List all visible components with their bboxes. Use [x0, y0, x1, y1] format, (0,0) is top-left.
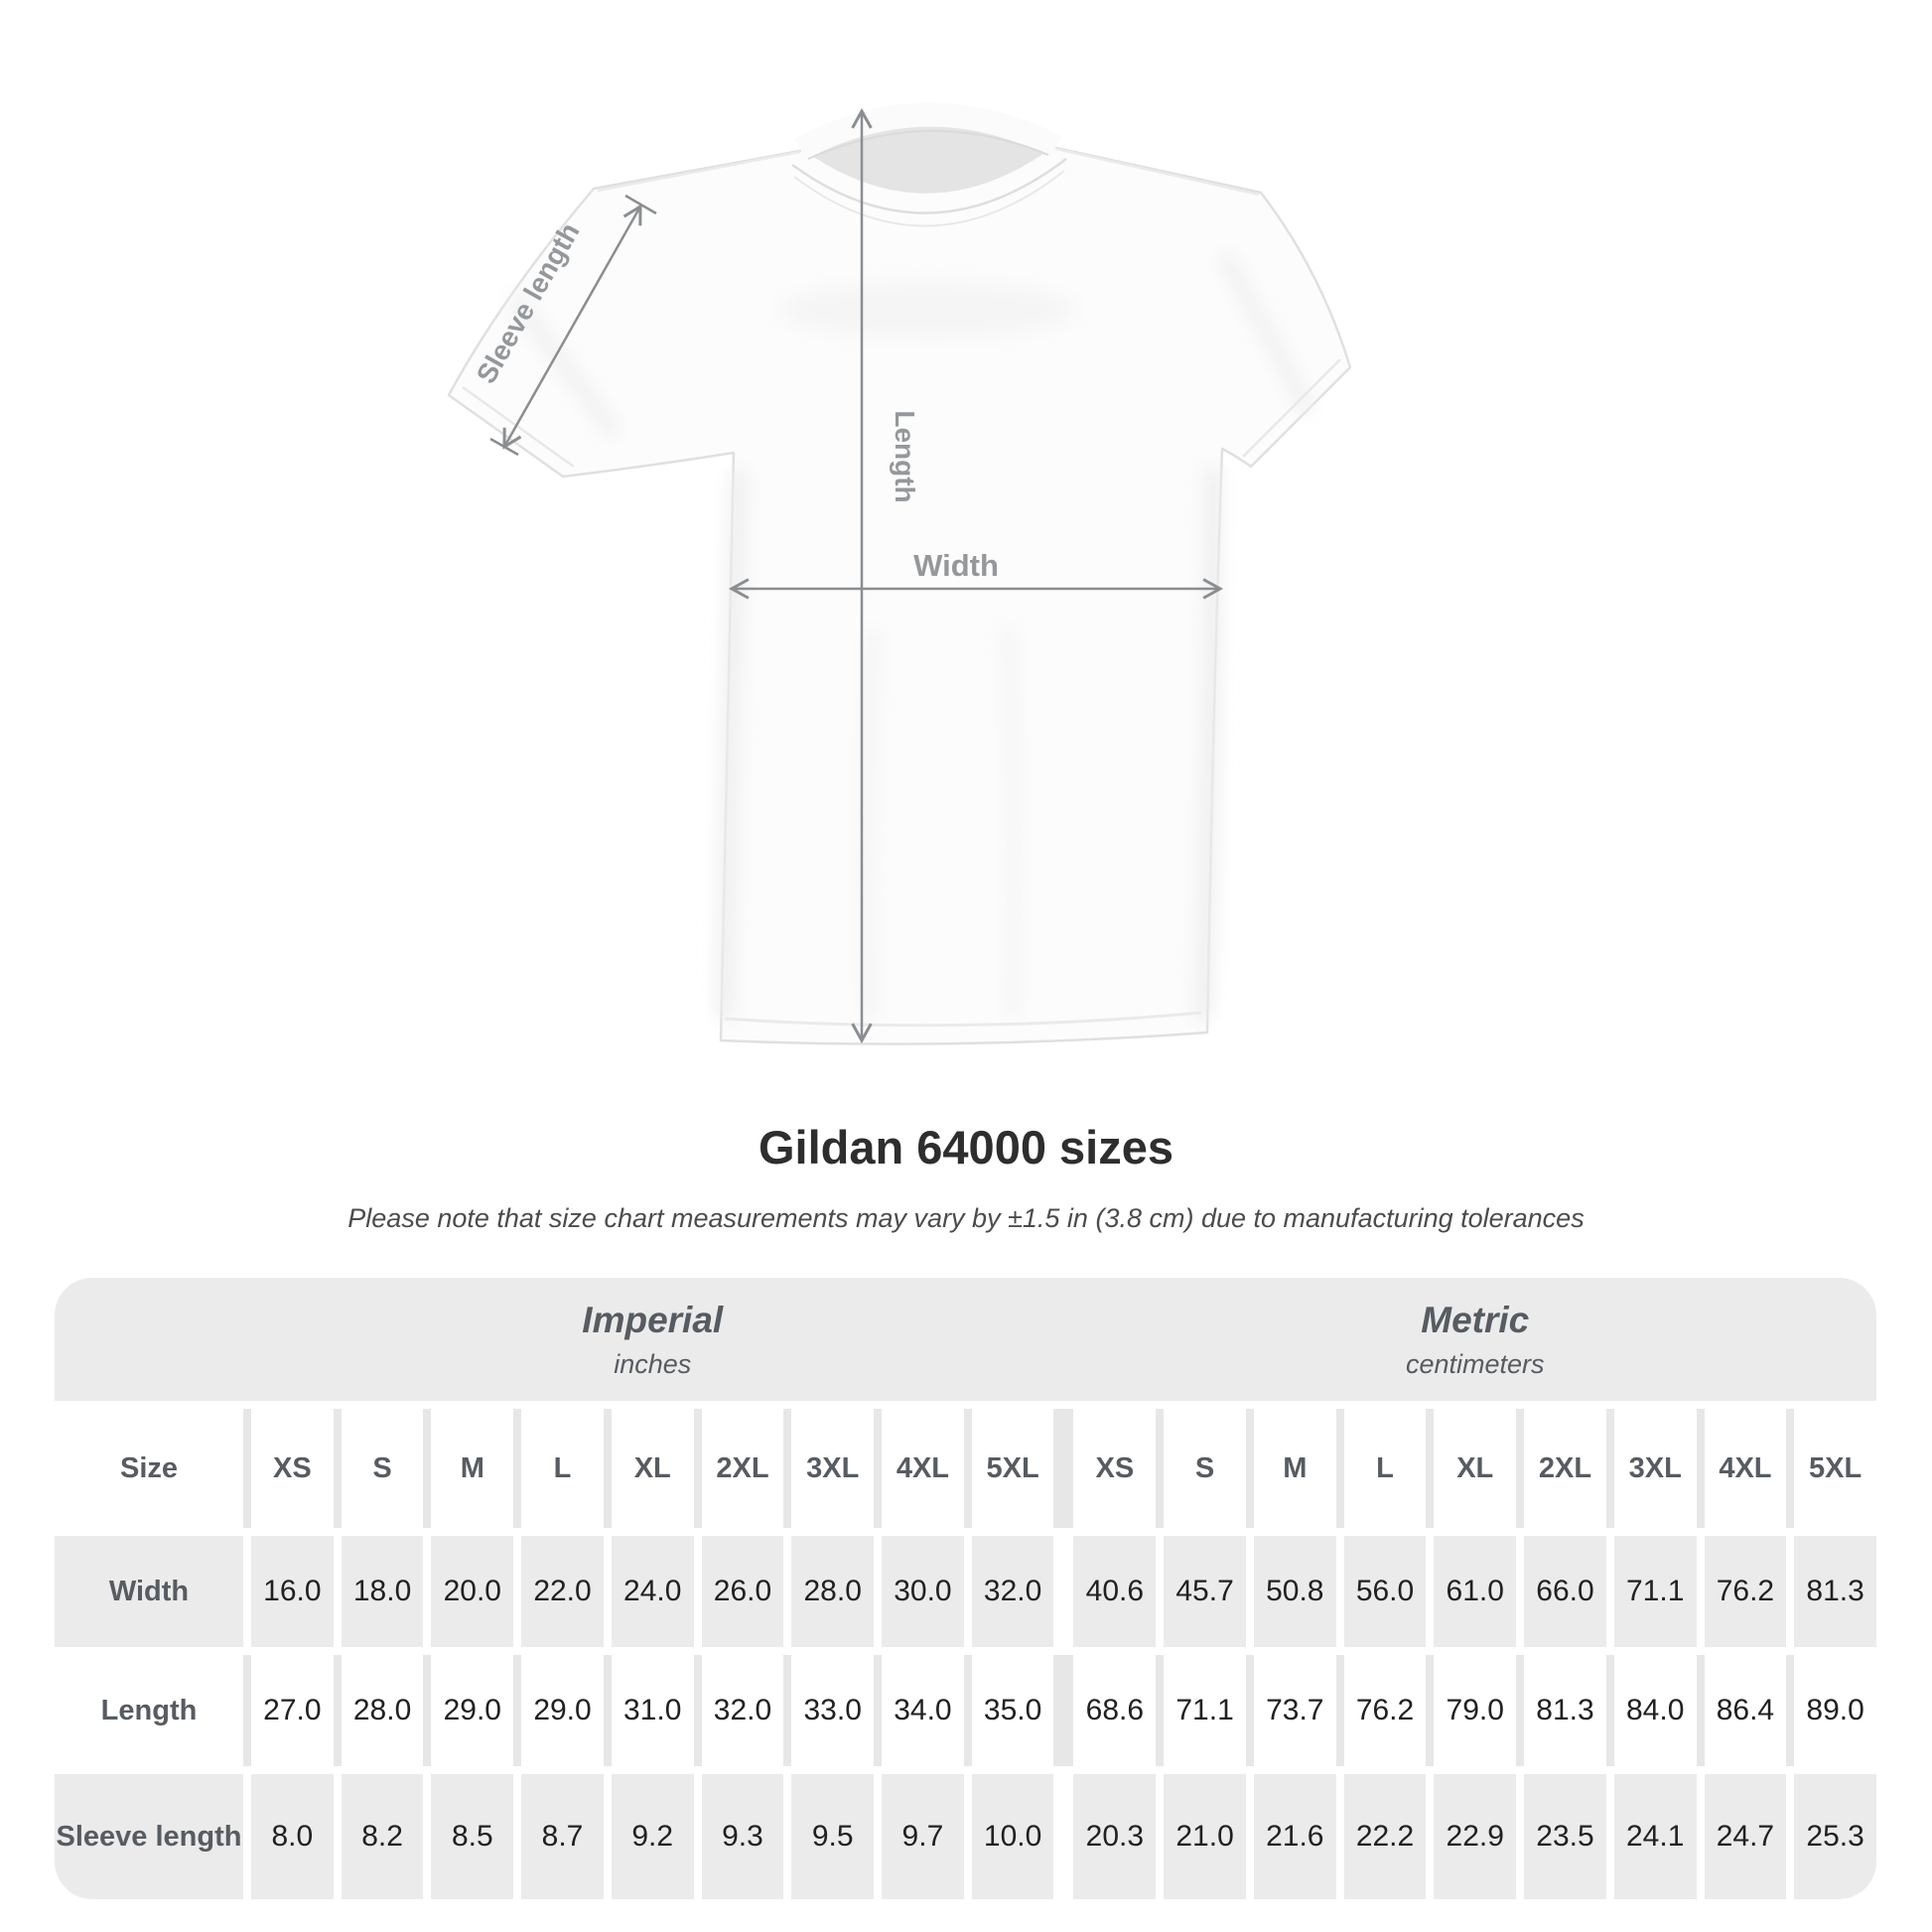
row-label-length: Length [55, 1655, 243, 1766]
width-metric-m: 50.8 [1254, 1536, 1336, 1647]
length-imperial-s: 28.0 [342, 1655, 424, 1766]
tolerance-note: Please note that size chart measurements may vary by ±1.5 in (3.8 cm) due to manufacturing tolerances [347, 1203, 1585, 1233]
length-metric-s: 71.1 [1164, 1655, 1246, 1766]
metric-header [1074, 1278, 1877, 1401]
imperial-size-l: L [521, 1409, 604, 1528]
measure-row-width [55, 1536, 1876, 1647]
imperial-metric-gap [1061, 1774, 1065, 1899]
imperial-metric-gap [1061, 1409, 1065, 1528]
sleeve-length-imperial-5xl: 10.0 [972, 1774, 1054, 1899]
imperial-size-2xl: 2XL [702, 1409, 784, 1528]
length-metric-3xl: 84.0 [1614, 1655, 1697, 1766]
imperial-unit-label: inches [614, 1348, 692, 1379]
imperial-header [251, 1278, 1054, 1401]
sleeve-length-metric-s: 21.0 [1164, 1774, 1246, 1899]
length-metric-5xl: 89.0 [1794, 1655, 1876, 1766]
sleeve-length-imperial-l: 8.7 [521, 1774, 604, 1899]
imperial-size-3xl: 3XL [791, 1409, 874, 1528]
metric-unit-label: centimeters [1405, 1348, 1545, 1379]
metric-size-m: M [1254, 1409, 1336, 1528]
length-imperial-l: 29.0 [521, 1655, 604, 1766]
sleeve-length-metric-5xl: 25.3 [1794, 1774, 1876, 1899]
measure-row-sleeve-length [55, 1774, 1876, 1899]
width-imperial-xs: 16.0 [251, 1536, 334, 1647]
metric-size-4xl: 4XL [1705, 1409, 1787, 1528]
width-metric-4xl: 76.2 [1705, 1536, 1787, 1647]
width-imperial-s: 18.0 [342, 1536, 424, 1647]
length-imperial-3xl: 33.0 [791, 1655, 874, 1766]
metric-size-5xl: 5XL [1794, 1409, 1876, 1528]
width-metric-xs: 40.6 [1073, 1536, 1156, 1647]
imperial-metric-gap [1061, 1655, 1065, 1766]
width-metric-l: 56.0 [1344, 1536, 1427, 1647]
metric-size-s: S [1164, 1409, 1246, 1528]
sleeve-length-metric-m: 21.6 [1254, 1774, 1336, 1899]
sleeve-length-imperial-m: 8.5 [431, 1774, 513, 1899]
metric-label: Metric [1421, 1299, 1530, 1340]
length-imperial-5xl: 35.0 [972, 1655, 1054, 1766]
sleeve-length-metric-3xl: 24.1 [1614, 1774, 1697, 1899]
size-chart-table [55, 1278, 1876, 1899]
width-imperial-m: 20.0 [431, 1536, 513, 1647]
sleeve-length-imperial-s: 8.2 [342, 1774, 424, 1899]
sleeve-length-imperial-xs: 8.0 [251, 1774, 334, 1899]
length-metric-2xl: 81.3 [1524, 1655, 1606, 1766]
imperial-size-xs: XS [251, 1409, 334, 1528]
width-metric-2xl: 66.0 [1524, 1536, 1606, 1647]
width-metric-5xl: 81.3 [1794, 1536, 1876, 1647]
length-metric-xl: 79.0 [1434, 1655, 1516, 1766]
metric-size-xl: XL [1434, 1409, 1516, 1528]
length-metric-xs: 68.6 [1073, 1655, 1156, 1766]
imperial-size-m: M [431, 1409, 513, 1528]
imperial-size-5xl: 5XL [972, 1409, 1054, 1528]
width-imperial-3xl: 28.0 [791, 1536, 874, 1647]
row-label-sleeve-length: Sleeve length [55, 1774, 243, 1899]
metric-size-xs: XS [1073, 1409, 1156, 1528]
length-imperial-4xl: 34.0 [882, 1655, 964, 1766]
width-imperial-5xl: 32.0 [972, 1536, 1054, 1647]
width-metric-3xl: 71.1 [1614, 1536, 1697, 1647]
width-imperial-xl: 24.0 [612, 1536, 694, 1647]
sleeve-length-metric-2xl: 23.5 [1524, 1774, 1606, 1899]
width-imperial-2xl: 26.0 [702, 1536, 784, 1647]
metric-size-l: L [1344, 1409, 1427, 1528]
sleeve-length-imperial-3xl: 9.5 [791, 1774, 874, 1899]
row-label-width: Width [55, 1536, 243, 1647]
metric-size-2xl: 2XL [1524, 1409, 1606, 1528]
imperial-label: Imperial [582, 1299, 724, 1340]
measure-row-length [55, 1655, 1876, 1766]
imperial-size-xl: XL [612, 1409, 694, 1528]
metric-size-3xl: 3XL [1614, 1409, 1697, 1528]
width-label: Width [913, 548, 999, 583]
length-metric-l: 76.2 [1344, 1655, 1427, 1766]
length-imperial-2xl: 32.0 [702, 1655, 784, 1766]
sleeve-length-imperial-2xl: 9.3 [702, 1774, 784, 1899]
unit-header-row [55, 1278, 1876, 1401]
width-imperial-4xl: 30.0 [882, 1536, 964, 1647]
size-header-cell: Size [55, 1409, 243, 1528]
length-imperial-m: 29.0 [431, 1655, 513, 1766]
width-metric-s: 45.7 [1164, 1536, 1246, 1647]
sleeve-length-metric-xs: 20.3 [1073, 1774, 1156, 1899]
length-imperial-xl: 31.0 [612, 1655, 694, 1766]
sleeve-length-metric-xl: 22.9 [1434, 1774, 1516, 1899]
sleeve-length-imperial-xl: 9.2 [612, 1774, 694, 1899]
length-label: Length [890, 410, 920, 503]
page-title: Gildan 64000 sizes [758, 1121, 1174, 1173]
length-imperial-xs: 27.0 [251, 1655, 334, 1766]
length-metric-4xl: 86.4 [1705, 1655, 1787, 1766]
width-imperial-l: 22.0 [521, 1536, 604, 1647]
width-metric-xl: 61.0 [1434, 1536, 1516, 1647]
size-header-row [55, 1409, 1876, 1528]
sleeve-length-metric-l: 22.2 [1344, 1774, 1427, 1899]
sleeve-length-imperial-4xl: 9.7 [882, 1774, 964, 1899]
tshirt-illustration [449, 114, 1350, 1043]
imperial-metric-gap [1061, 1536, 1065, 1647]
length-metric-m: 73.7 [1254, 1655, 1336, 1766]
imperial-size-s: S [342, 1409, 424, 1528]
sleeve-length-metric-4xl: 24.7 [1705, 1774, 1787, 1899]
imperial-size-4xl: 4XL [882, 1409, 964, 1528]
sleeve-length-label: Sleeve length [470, 217, 586, 389]
